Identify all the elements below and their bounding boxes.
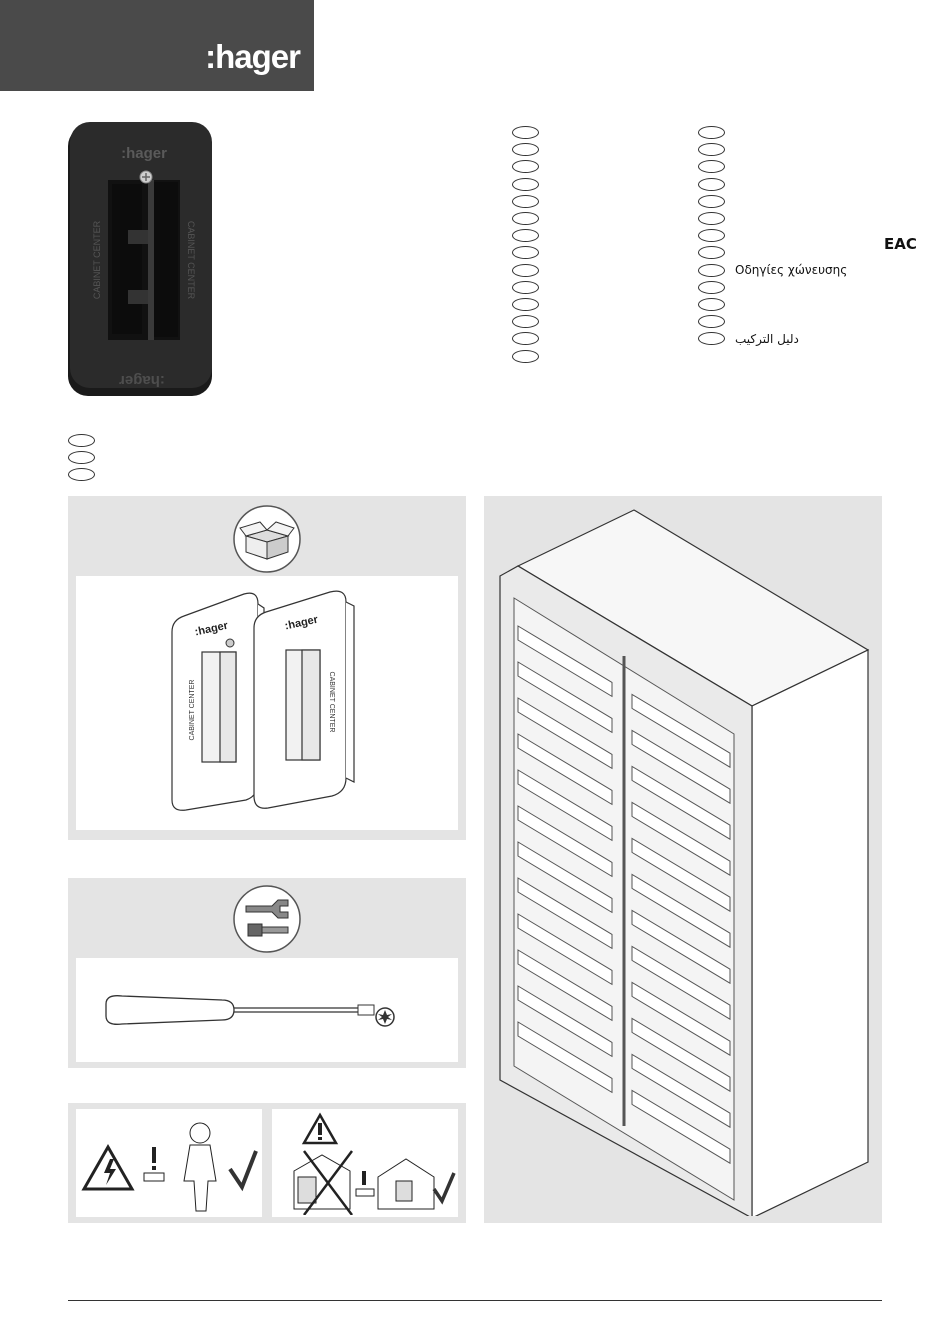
language-a-row (512, 176, 539, 193)
language-oval-icon (512, 126, 539, 139)
language-oval-icon (698, 178, 725, 191)
language-oval-icon (698, 332, 725, 345)
language-oval-icon (512, 281, 539, 294)
language-oval-icon (512, 246, 539, 259)
language-oval-icon (512, 332, 539, 345)
language-oval-icon (512, 178, 539, 191)
language-b-label: Οδηγίες χώνευσης (735, 263, 848, 278)
language-c-row (68, 449, 95, 466)
box-contents-inner (76, 576, 458, 830)
language-b-row (698, 296, 847, 313)
warning-icon (274, 1111, 456, 1215)
header-band (0, 0, 314, 91)
cabinet-illustration (494, 506, 874, 1216)
language-a-row (512, 227, 539, 244)
language-oval-icon (68, 434, 95, 447)
language-oval-icon (68, 451, 95, 464)
language-oval-icon (698, 143, 725, 156)
language-a-row (512, 313, 539, 330)
electric-hazard-icon (80, 1111, 260, 1215)
gauge-brand-bottom: :hager (119, 372, 165, 389)
language-oval-icon (698, 264, 725, 277)
language-b-row (698, 141, 847, 158)
language-b-label: دليل التركيب (735, 331, 799, 346)
language-oval-icon (512, 315, 539, 328)
language-a-row (512, 262, 539, 279)
box-contents-panel (68, 496, 466, 840)
language-oval-icon (698, 281, 725, 294)
language-b-row (698, 244, 847, 261)
open-box-icon (232, 504, 302, 574)
language-b-row (698, 158, 847, 175)
language-b-row (698, 210, 847, 227)
language-oval-icon (512, 229, 539, 242)
language-b-row (698, 124, 847, 141)
safety-indoor-inner (272, 1109, 458, 1217)
pair-brand-right: :hager (283, 613, 320, 633)
eac-certification-mark: EAC (884, 235, 917, 253)
language-a-row (512, 193, 539, 210)
language-oval-icon (512, 143, 539, 156)
language-c-row (68, 466, 95, 483)
language-a-row (512, 124, 539, 141)
language-b-row (698, 176, 847, 193)
language-oval-icon (698, 315, 725, 328)
language-oval-icon (512, 264, 539, 277)
language-b-row (698, 227, 847, 244)
gauge-label-right: CABINET CENTER (186, 220, 196, 300)
pair-label-left: CABINET CENTER (189, 679, 196, 741)
pair-brand-left: :hager (193, 619, 230, 639)
language-b-row (698, 279, 847, 296)
safety-panel (68, 1103, 466, 1223)
language-list-b (698, 124, 847, 347)
language-oval-icon (512, 350, 539, 363)
screwdriver-icon (102, 990, 402, 1030)
language-oval-icon (68, 468, 95, 481)
tools-panel (68, 878, 466, 1068)
gauge-brand-top: :hager (121, 145, 167, 162)
safety-electrician-inner (76, 1109, 262, 1217)
gauge-pair-illustration (164, 582, 374, 822)
language-a-row (512, 330, 539, 347)
language-a-row (512, 347, 539, 364)
language-oval-icon (698, 195, 725, 208)
language-oval-icon (698, 212, 725, 225)
language-list-a (512, 124, 539, 365)
language-oval-icon (512, 195, 539, 208)
cabinet-panel (484, 496, 882, 1223)
hager-logo: :hager (205, 38, 300, 75)
torx-bit-icon (374, 1006, 396, 1028)
language-oval-icon (512, 160, 539, 173)
language-oval-icon (512, 298, 539, 311)
language-b-row (698, 313, 847, 330)
language-oval-icon (698, 160, 725, 173)
language-a-row (512, 244, 539, 261)
tools-inner (76, 958, 458, 1062)
language-list-c (68, 432, 95, 484)
language-a-row (512, 158, 539, 175)
language-oval-icon (698, 246, 725, 259)
language-oval-icon (512, 212, 539, 225)
language-a-row (512, 141, 539, 158)
wrench-hammer-icon (232, 884, 302, 954)
gauge-product-image (66, 120, 216, 400)
language-oval-icon (698, 126, 725, 139)
footer-rule (68, 1300, 882, 1301)
language-a-row (512, 279, 539, 296)
language-c-row (68, 432, 95, 449)
language-b-row (698, 193, 847, 210)
language-b-row (698, 330, 847, 347)
language-a-row (512, 296, 539, 313)
language-a-row (512, 210, 539, 227)
pair-label-right: CABINET CENTER (328, 671, 335, 733)
gauge-label-left: CABINET CENTER (92, 220, 102, 300)
language-oval-icon (698, 229, 725, 242)
language-b-row (698, 262, 847, 279)
language-oval-icon (698, 298, 725, 311)
